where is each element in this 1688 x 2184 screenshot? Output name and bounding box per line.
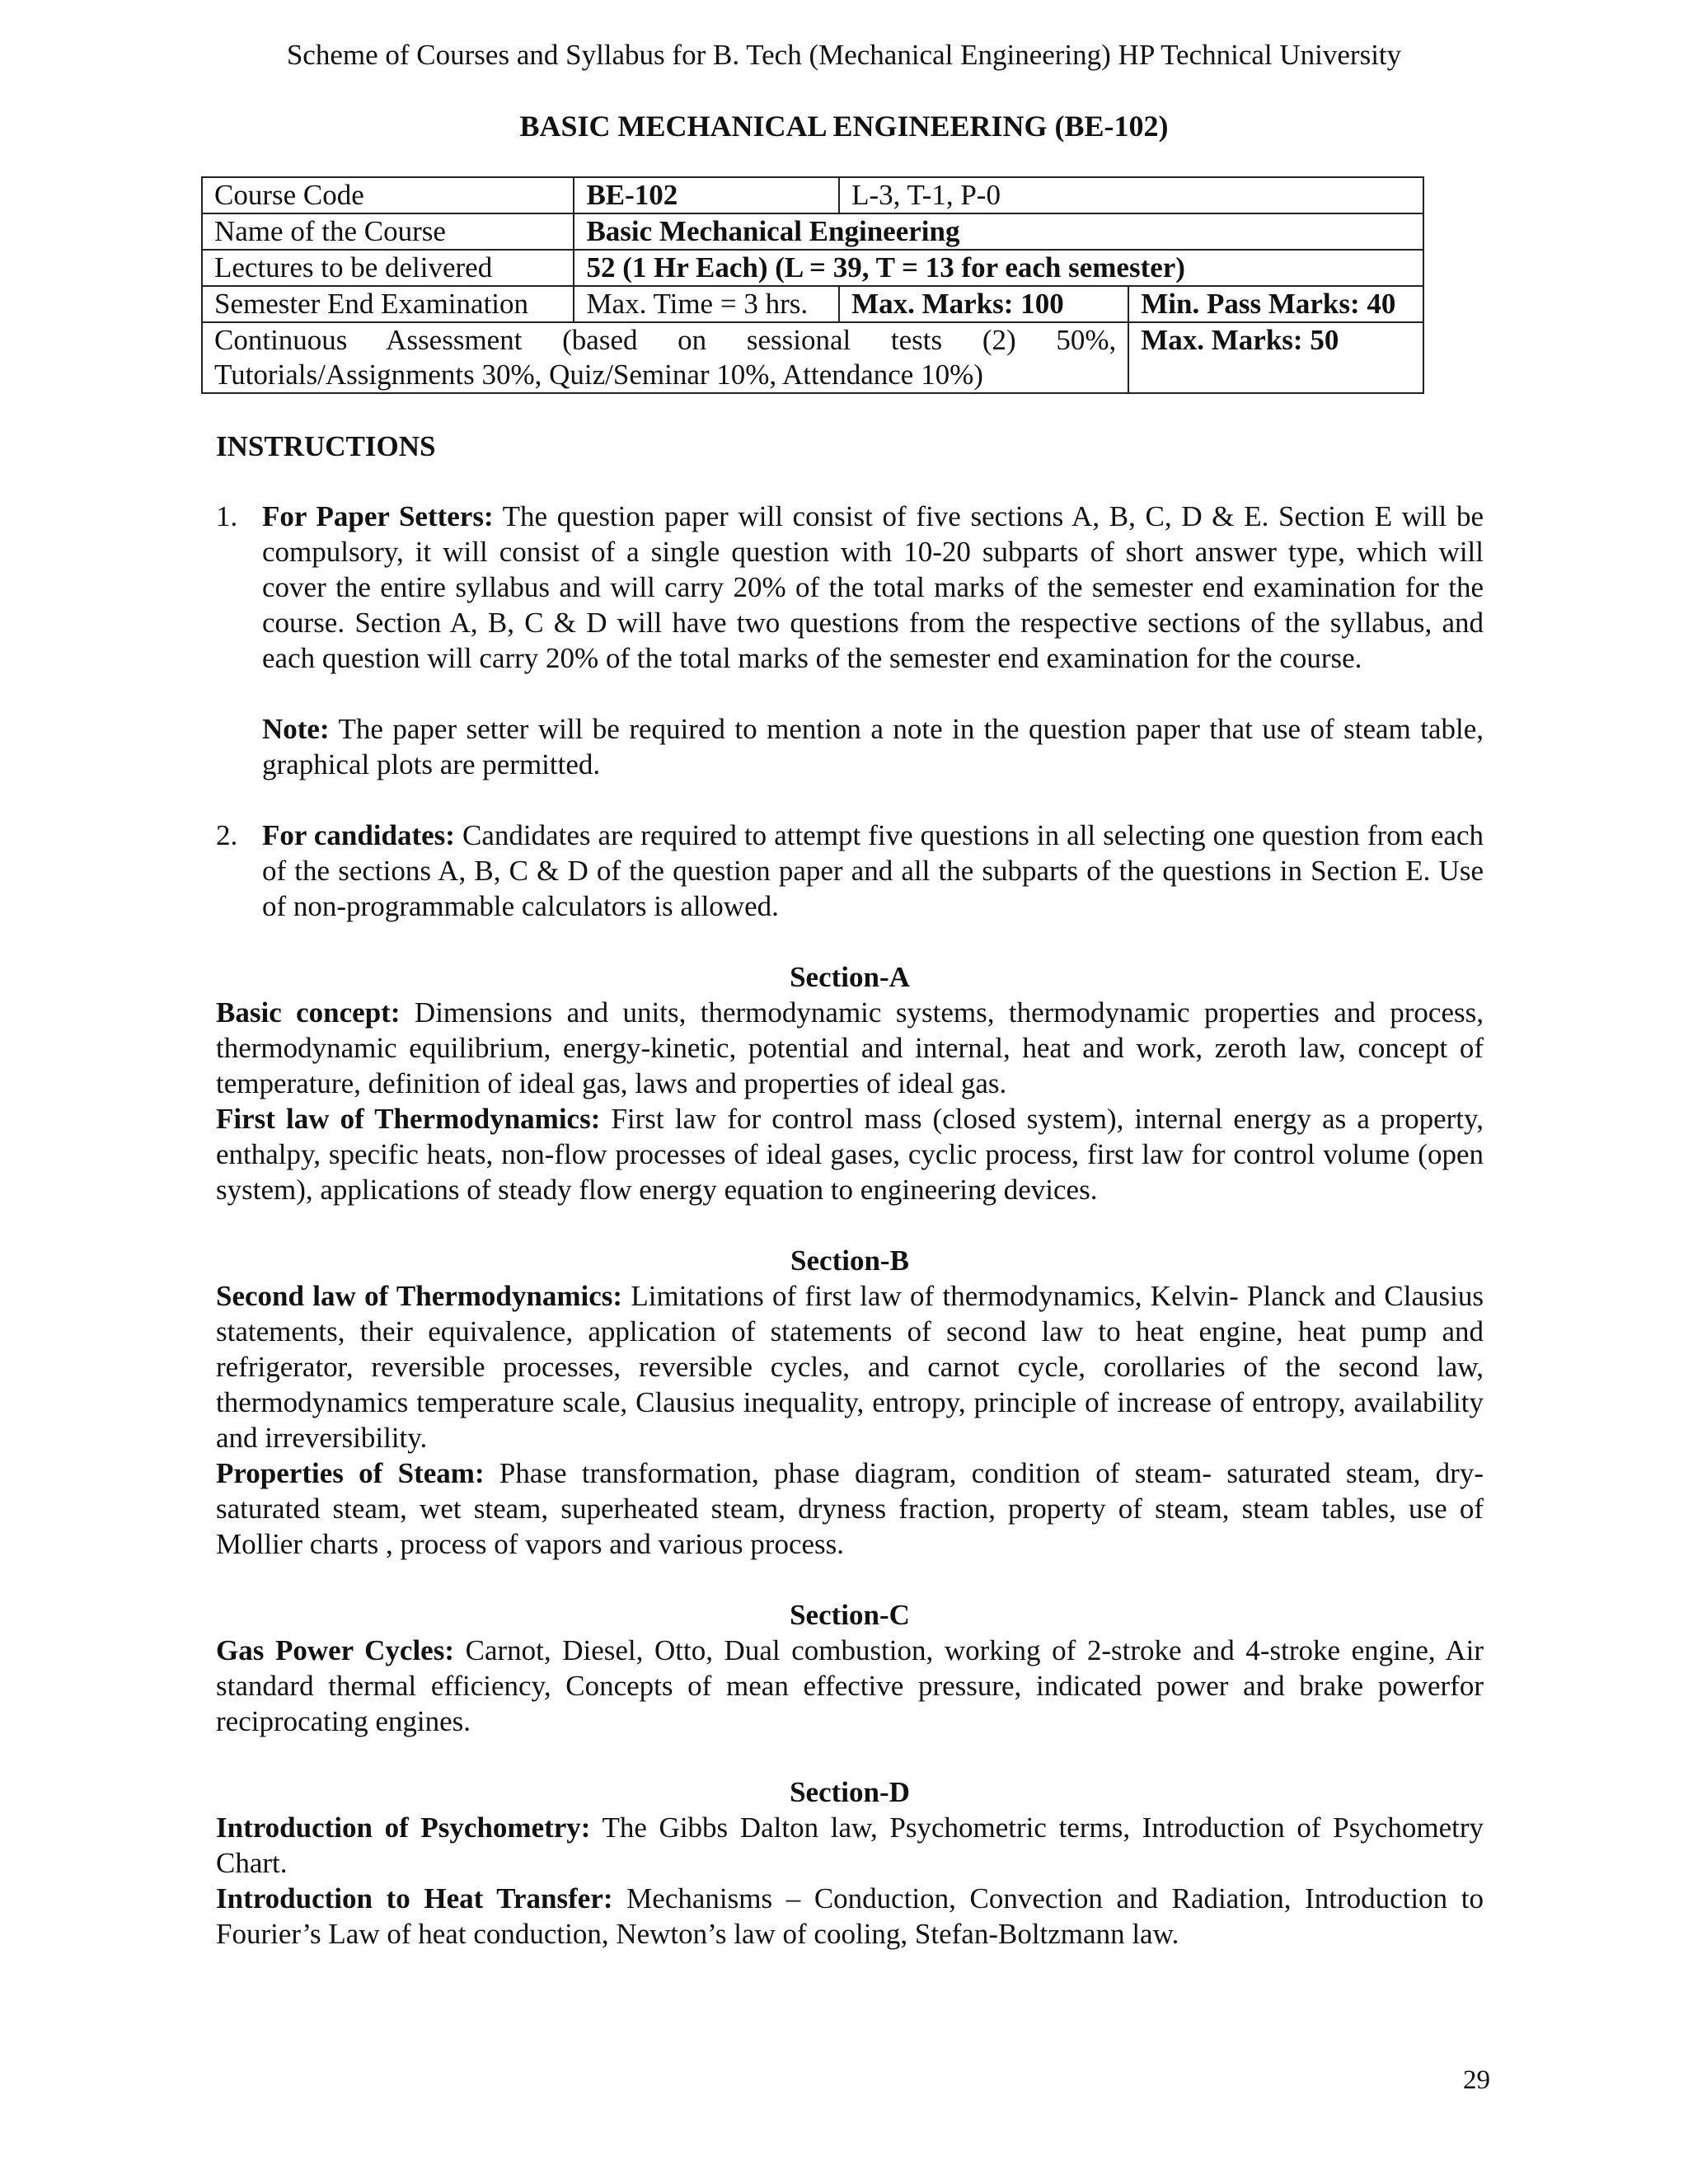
- topic-paragraph: [216, 1278, 1484, 1455]
- lectures-value: 52 (1 Hr Each) (L = 39, T = 13 for each semester): [574, 250, 1423, 286]
- topic-title: Introduction to Heat Transfer:: [216, 1882, 613, 1915]
- syllabus-content: [216, 429, 1484, 1952]
- section-a-title: Section-A: [790, 961, 910, 993]
- topic-text: Dimensions and units, thermodynamic systems, thermodynamic properties and process, thermodynamic equilibrium, energy-kinetic, potential and internal, heat and work, zeroth law, concept of temperature, definition of ideal gas, laws and properties of ideal gas.: [216, 996, 1484, 1099]
- topic-text: First law for control mass (closed system), internal energy as a property, enthalpy, specific heats, non-flow processes of ideal gases, cyclic process, first law for control volume (open system), applications of steady flow energy equation to engineering devices.: [216, 1103, 1484, 1206]
- ltp-value: L-3, T-1, P-0: [839, 177, 1423, 213]
- instruction-lead: For candidates:: [262, 819, 455, 851]
- list-item: [216, 499, 1484, 782]
- topic-text: The Gibbs Dalton law, Psychometric terms, Introduction of Psychometry Chart.: [216, 1811, 1484, 1879]
- topic-title: First law of Thermodynamics:: [216, 1103, 601, 1135]
- list-number: 2.: [216, 819, 238, 851]
- course-details-table: [201, 176, 1424, 394]
- section-c-title: Section-C: [790, 1599, 910, 1631]
- topic-text: Carnot, Diesel, Otto, Dual combustion, working of 2-stroke and 4-stroke engine, Air standard thermal efficiency, Concepts of mean effective pressure, indicated power and brake powerfor reciprocating engines.: [216, 1634, 1484, 1737]
- continuous-assessment-label: Continuous Assessment (based on sessional tests (2) 50%, Tutorials/Assignments 30%, Quiz/Seminar 10%, Attendance 10%): [202, 322, 1128, 393]
- topic-paragraph: [216, 1101, 1484, 1207]
- table-row: [202, 286, 1423, 322]
- page-number: 29: [1463, 2065, 1490, 2095]
- max-marks-value: Max. Marks: 100: [839, 286, 1128, 322]
- course-code-value: BE-102: [574, 177, 839, 213]
- table-row: [202, 177, 1423, 213]
- note: [262, 711, 1484, 782]
- instruction-text: Candidates are required to attempt five questions in all selecting one question from each of the sections A, B, C & D of the question paper and all the subparts of the questions in Section E. Use of non-programmable calculators is allowed.: [262, 819, 1484, 922]
- paper-setters-instruction: [262, 499, 1484, 676]
- instructions-heading: INSTRUCTIONS: [216, 430, 436, 462]
- min-pass-marks-value: Min. Pass Marks: 40: [1128, 286, 1423, 322]
- topic-text: Phase transformation, phase diagram, condition of steam- saturated steam, dry-saturated steam, wet steam, superheated steam, dryness fraction, property of steam, steam tables, use of Mollier charts , process of vapors and various process.: [216, 1457, 1484, 1560]
- ca-max-marks-value: Max. Marks: 50: [1128, 322, 1423, 393]
- candidates-instruction: [262, 818, 1484, 924]
- table-row: [202, 322, 1423, 393]
- document-title: BASIC MECHANICAL ENGINEERING (BE-102): [519, 110, 1169, 143]
- semester-exam-label: Semester End Examination: [202, 286, 574, 322]
- topic-paragraph: [216, 1455, 1484, 1562]
- note-text: The paper setter will be required to mention a note in the question paper that use of steam table, graphical plots are permitted.: [262, 713, 1484, 780]
- topic-paragraph: [216, 1810, 1484, 1881]
- instruction-text: The question paper will consist of five sections A, B, C, D & E. Section E will be compulsory, it will consist of a single question with 10-20 subparts of short answer type, which will cover the entire syllabus and will carry 20% of the total marks of the semester end examination for the course. Section A, B, C & D will have two questions from the respective sections of the syllabus, and each question will carry 20% of the total marks of the semester end examination for the course.: [262, 500, 1484, 674]
- list-number: 1.: [216, 500, 238, 532]
- topic-title: Basic concept:: [216, 996, 401, 1029]
- section-b-title: Section-B: [790, 1244, 909, 1277]
- table-row: [202, 250, 1423, 286]
- topic-title: Gas Power Cycles:: [216, 1634, 454, 1666]
- topic-title: Properties of Steam:: [216, 1457, 485, 1489]
- lectures-label: Lectures to be delivered: [202, 250, 574, 286]
- note-lead: Note:: [262, 713, 330, 745]
- topic-paragraph: [216, 995, 1484, 1101]
- topic-title: Introduction of Psychometry:: [216, 1811, 591, 1844]
- section-d-title: Section-D: [790, 1776, 910, 1808]
- page-header: Scheme of Courses and Syllabus for B. Tech (Mechanical Engineering) HP Technical University: [286, 39, 1402, 71]
- course-code-label: Course Code: [202, 177, 574, 213]
- topic-title: Second law of Thermodynamics:: [216, 1280, 623, 1312]
- topic-paragraph: [216, 1881, 1484, 1952]
- table-row: [202, 213, 1423, 250]
- topic-text: Mechanisms – Conduction, Convection and Radiation, Introduction to Fourier’s Law of heat conduction, Newton’s law of cooling, Stefan-Boltzmann law.: [216, 1882, 1484, 1950]
- course-name-label: Name of the Course: [202, 213, 574, 250]
- list-item: [216, 818, 1484, 924]
- max-time-value: Max. Time = 3 hrs.: [574, 286, 839, 322]
- instruction-lead: For Paper Setters:: [262, 500, 494, 532]
- topic-paragraph: [216, 1633, 1484, 1739]
- topic-text: Limitations of first law of thermodynamics, Kelvin- Planck and Clausius statements, their equivalence, application of statements of second law to heat engine, heat pump and refrigerator, reversible processes, reversible cycles, and carnot cycle, corollaries of the second law, thermodynamics temperature scale, Clausius inequality, entropy, principle of increase of entropy, availability and irreversibility.: [216, 1280, 1484, 1454]
- course-name-value: Basic Mechanical Engineering: [574, 213, 1423, 250]
- instructions-list: [216, 499, 1484, 924]
